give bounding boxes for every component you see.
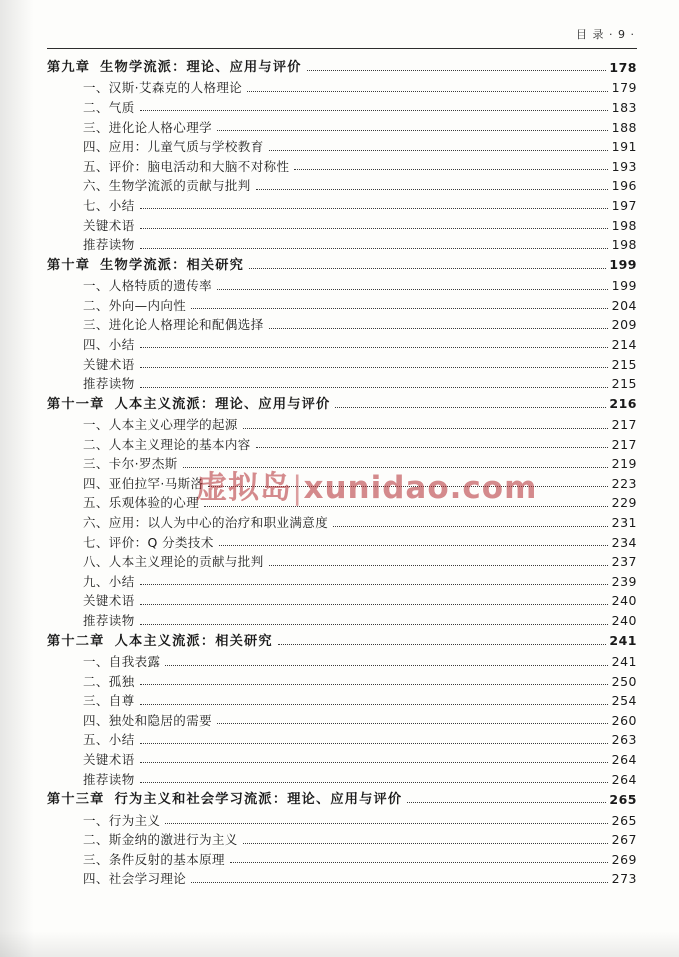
toc-chapter-row[interactable]	[47, 635, 637, 648]
toc-entry-row[interactable]	[47, 180, 637, 193]
toc-entry-label: 五、小结	[83, 732, 135, 748]
toc-entry-label: 关键术语	[83, 593, 135, 609]
toc-entry-row[interactable]	[47, 595, 637, 608]
toc-page-number: 264	[611, 771, 637, 787]
toc-page-number: 196	[611, 178, 637, 194]
toc-entry-label: 三、进化论人格理论和配偶选择	[83, 317, 264, 333]
toc-page-number: 178	[609, 59, 637, 75]
watermark-right: xunidao.com	[303, 470, 538, 506]
toc-page-number: 216	[609, 396, 637, 412]
toc-page-number: 269	[611, 851, 637, 867]
toc-page-number: 241	[609, 633, 637, 649]
toc-entry-label: 推荐读物	[83, 613, 135, 629]
toc-page-number: 179	[611, 80, 637, 96]
toc-entry-label: 四、小结	[83, 336, 135, 352]
toc-leader-dots	[217, 128, 608, 131]
toc-chapter-row[interactable]	[47, 61, 637, 74]
toc-entry-row[interactable]	[47, 280, 637, 293]
toc-entry-label: 推荐读物	[83, 237, 135, 253]
toc-page-number: 240	[611, 613, 637, 629]
toc-leader-dots	[204, 504, 608, 507]
table-of-contents	[47, 60, 637, 947]
toc-leader-dots	[140, 108, 608, 111]
toc-entry-label: 推荐读物	[83, 376, 135, 392]
toc-entry-label: 四、亚伯拉罕·马斯洛	[83, 475, 204, 491]
toc-entry-row[interactable]	[47, 336, 637, 352]
toc-entry-label: 关键术语	[83, 217, 135, 233]
toc-leader-dots	[247, 89, 608, 92]
toc-entry-row[interactable]	[47, 873, 637, 886]
toc-page-number: 198	[611, 217, 637, 233]
toc-entry-label: 五、评价：脑电活动和大脑不对称性	[83, 158, 290, 174]
toc-chapter-title: 人本主义流派：相关研究	[114, 633, 273, 649]
toc-page-number: 264	[611, 751, 637, 767]
toc-page-number: 254	[611, 693, 637, 709]
toc-leader-dots	[217, 721, 608, 724]
toc-entry-label: 四、应用：儿童气质与学校教育	[83, 139, 264, 155]
toc-page-number: 229	[611, 495, 637, 511]
toc-entry-row[interactable]	[47, 771, 637, 787]
toc-entry-label: 三、条件反射的基本原理	[83, 851, 225, 867]
toc-leader-dots	[333, 524, 608, 527]
toc-entry-row[interactable]	[47, 197, 637, 213]
toc-entry-row[interactable]	[47, 378, 637, 391]
toc-leader-dots	[269, 326, 608, 329]
toc-entry-row[interactable]	[47, 673, 637, 689]
toc-leader-dots	[140, 780, 608, 783]
toc-entry-row[interactable]	[47, 158, 637, 174]
toc-entry-label: 四、社会学习理论	[83, 871, 187, 887]
toc-leader-dots	[140, 760, 608, 763]
toc-page-number: 214	[611, 336, 637, 352]
toc-leader-dots	[269, 148, 608, 151]
toc-page-number: 265	[611, 812, 637, 828]
toc-leader-dots	[140, 682, 608, 685]
running-head: 目 录 · 9 ·	[576, 28, 635, 41]
toc-entry-label: 七、评价：Q 分类技术	[83, 534, 214, 550]
toc-entry-label: 六、生物学流派的贡献与批判	[83, 178, 251, 194]
toc-chapter-row[interactable]	[47, 793, 637, 806]
toc-entry-row[interactable]	[47, 239, 637, 252]
toc-entry-label: 推荐读物	[83, 771, 135, 787]
toc-leader-dots	[230, 860, 608, 863]
toc-entry-label: 五、乐观体验的心理	[83, 495, 200, 511]
toc-page-number: 188	[611, 119, 637, 135]
toc-leader-dots	[256, 187, 608, 190]
toc-entry-label: 一、人本主义心理学的起源	[83, 417, 238, 433]
toc-leader-dots	[307, 68, 607, 71]
toc-leader-dots	[140, 385, 608, 388]
toc-page-number: 215	[611, 376, 637, 392]
toc-entry-row[interactable]	[47, 119, 637, 135]
toc-page-number: 199	[611, 278, 637, 294]
toc-leader-dots	[140, 345, 608, 348]
toc-chapter-row[interactable]	[47, 259, 637, 272]
toc-entry-row[interactable]	[47, 297, 637, 313]
toc-leader-dots	[140, 365, 608, 368]
toc-entry-label: 二、孤独	[83, 673, 135, 689]
toc-leader-dots	[256, 445, 608, 448]
toc-leader-dots	[243, 841, 608, 844]
toc-page-number: 204	[611, 297, 637, 313]
toc-chapter-number: 第十二章	[47, 633, 105, 649]
toc-entry-row[interactable]	[47, 556, 637, 569]
toc-entry-label: 四、独处和隐居的需要	[83, 712, 213, 728]
toc-chapter-row[interactable]	[47, 398, 637, 411]
toc-entry-row[interactable]	[47, 751, 637, 767]
toc-chapter-title: 人本主义流派：理论、应用与评价	[114, 396, 331, 412]
toc-entry-row[interactable]	[47, 99, 637, 115]
toc-leader-dots	[217, 287, 608, 290]
toc-entry-row[interactable]	[47, 475, 637, 491]
toc-page-number: 273	[611, 871, 637, 887]
toc-leader-dots	[140, 602, 608, 605]
toc-chapter-number: 第九章	[47, 60, 91, 75]
toc-page-number: 260	[611, 712, 637, 728]
toc-leader-dots	[183, 465, 608, 468]
watermark-left: 虚拟岛	[196, 470, 292, 506]
toc-page-number: 265	[609, 791, 637, 807]
page-edge-shadow-left	[0, 0, 34, 957]
toc-chapter-title: 行为主义和社会学习流派：理论、应用与评价	[114, 792, 403, 808]
toc-leader-dots	[278, 642, 607, 645]
toc-leader-dots	[165, 663, 608, 666]
toc-page-number: 237	[611, 554, 637, 570]
toc-entry-label: 一、人格特质的遗传率	[83, 278, 213, 294]
toc-entry-row[interactable]	[47, 695, 637, 708]
toc-page-number: 199	[609, 257, 637, 273]
toc-chapter-label	[47, 635, 273, 648]
toc-entry-label: 二、斯金纳的激进行为主义	[83, 832, 238, 848]
toc-entry-label: 六、应用：以人为中心的治疗和职业满意度	[83, 515, 329, 531]
toc-entry-row[interactable]	[47, 356, 637, 372]
toc-entry-label: 三、自尊	[83, 693, 135, 709]
toc-page-number: 217	[611, 436, 637, 452]
toc-entry-label: 三、进化论人格心理学	[83, 119, 213, 135]
toc-entry-row[interactable]	[47, 712, 637, 728]
toc-entry-row[interactable]	[47, 517, 637, 530]
toc-chapter-number: 第十三章	[47, 792, 105, 808]
toc-entry-label: 二、气质	[83, 99, 135, 115]
toc-leader-dots	[208, 484, 608, 487]
toc-leader-dots	[140, 622, 608, 625]
toc-page-number: 219	[611, 456, 637, 472]
toc-entry-row[interactable]	[47, 319, 637, 332]
toc-leader-dots	[191, 306, 608, 309]
toc-entry-label: 二、外向—内向性	[83, 297, 187, 313]
toc-page-number: 231	[611, 515, 637, 531]
toc-entry-row[interactable]	[47, 734, 637, 747]
toc-entry-row[interactable]	[47, 141, 637, 154]
toc-page-number: 217	[611, 417, 637, 433]
toc-chapter-label	[47, 61, 302, 74]
toc-entry-row[interactable]	[47, 573, 637, 589]
toc-page-number: 241	[611, 654, 637, 669]
toc-entry-row[interactable]	[47, 812, 637, 828]
toc-leader-dots	[140, 702, 608, 705]
toc-page-number: 223	[611, 475, 637, 491]
toc-entry-row[interactable]	[47, 497, 637, 510]
toc-entry-label: 二、人本主义理论的基本内容	[83, 436, 251, 452]
toc-entry-row[interactable]	[47, 436, 637, 452]
toc-chapter-number: 第十一章	[47, 396, 105, 412]
header-rule	[47, 48, 637, 49]
toc-leader-dots	[243, 426, 608, 429]
toc-entry-row[interactable]	[47, 851, 637, 867]
toc-entry-row[interactable]	[47, 834, 637, 847]
toc-entry-label: 关键术语	[83, 751, 135, 767]
toc-chapter-title: 生物学流派：理论、应用与评价	[100, 60, 302, 75]
toc-leader-dots	[140, 226, 608, 229]
toc-page-number: 267	[611, 832, 637, 848]
toc-page-number: 250	[611, 673, 637, 689]
toc-page-number: 239	[611, 573, 637, 589]
toc-page-number: 209	[611, 317, 637, 333]
toc-page-number: 234	[611, 534, 637, 550]
toc-chapter-number: 第十章	[47, 257, 91, 273]
toc-page-number: 215	[611, 356, 637, 372]
toc-leader-dots	[140, 582, 608, 585]
toc-entry-label: 一、行为主义	[83, 812, 161, 828]
toc-entry-row[interactable]	[47, 217, 637, 233]
toc-leader-dots	[165, 821, 608, 824]
toc-entry-row[interactable]	[47, 419, 637, 432]
toc-page-number: 191	[611, 139, 637, 155]
toc-entry-label: 一、自我表露	[83, 654, 161, 669]
toc-page-number: 240	[611, 593, 637, 609]
toc-leader-dots	[294, 167, 608, 170]
toc-leader-dots	[191, 880, 608, 883]
toc-entry-label: 一、汉斯·艾森克的人格理论	[83, 80, 243, 96]
toc-entry-row[interactable]	[47, 534, 637, 550]
toc-leader-dots	[269, 563, 608, 566]
toc-leader-dots	[249, 266, 606, 269]
toc-page-number: 183	[611, 99, 637, 115]
toc-leader-dots	[407, 800, 606, 803]
toc-entry-label: 七、小结	[83, 197, 135, 213]
toc-chapter-label	[47, 398, 330, 411]
toc-leader-dots	[219, 543, 608, 546]
toc-chapter-label	[47, 793, 402, 806]
toc-entry-label: 九、小结	[83, 573, 135, 589]
toc-entry-row[interactable]	[47, 82, 637, 95]
toc-chapter-label	[47, 259, 244, 272]
toc-leader-dots	[140, 206, 608, 209]
toc-leader-dots	[335, 405, 606, 408]
toc-entry-label: 关键术语	[83, 356, 135, 372]
toc-entry-label: 八、人本主义理论的贡献与批判	[83, 554, 264, 570]
toc-page-number: 193	[611, 158, 637, 174]
toc-page-number: 263	[611, 732, 637, 748]
toc-leader-dots	[140, 741, 608, 744]
watermark-separator: |	[292, 470, 304, 506]
toc-page-number: 197	[611, 197, 637, 213]
toc-entry-row[interactable]	[47, 656, 637, 669]
toc-entry-row[interactable]	[47, 615, 637, 628]
toc-leader-dots	[140, 246, 608, 249]
toc-page-number: 198	[611, 237, 637, 253]
toc-entry-label: 三、卡尔·罗杰斯	[83, 456, 178, 472]
toc-chapter-title: 生物学流派：相关研究	[100, 257, 245, 273]
toc-entry-row[interactable]	[47, 458, 637, 471]
